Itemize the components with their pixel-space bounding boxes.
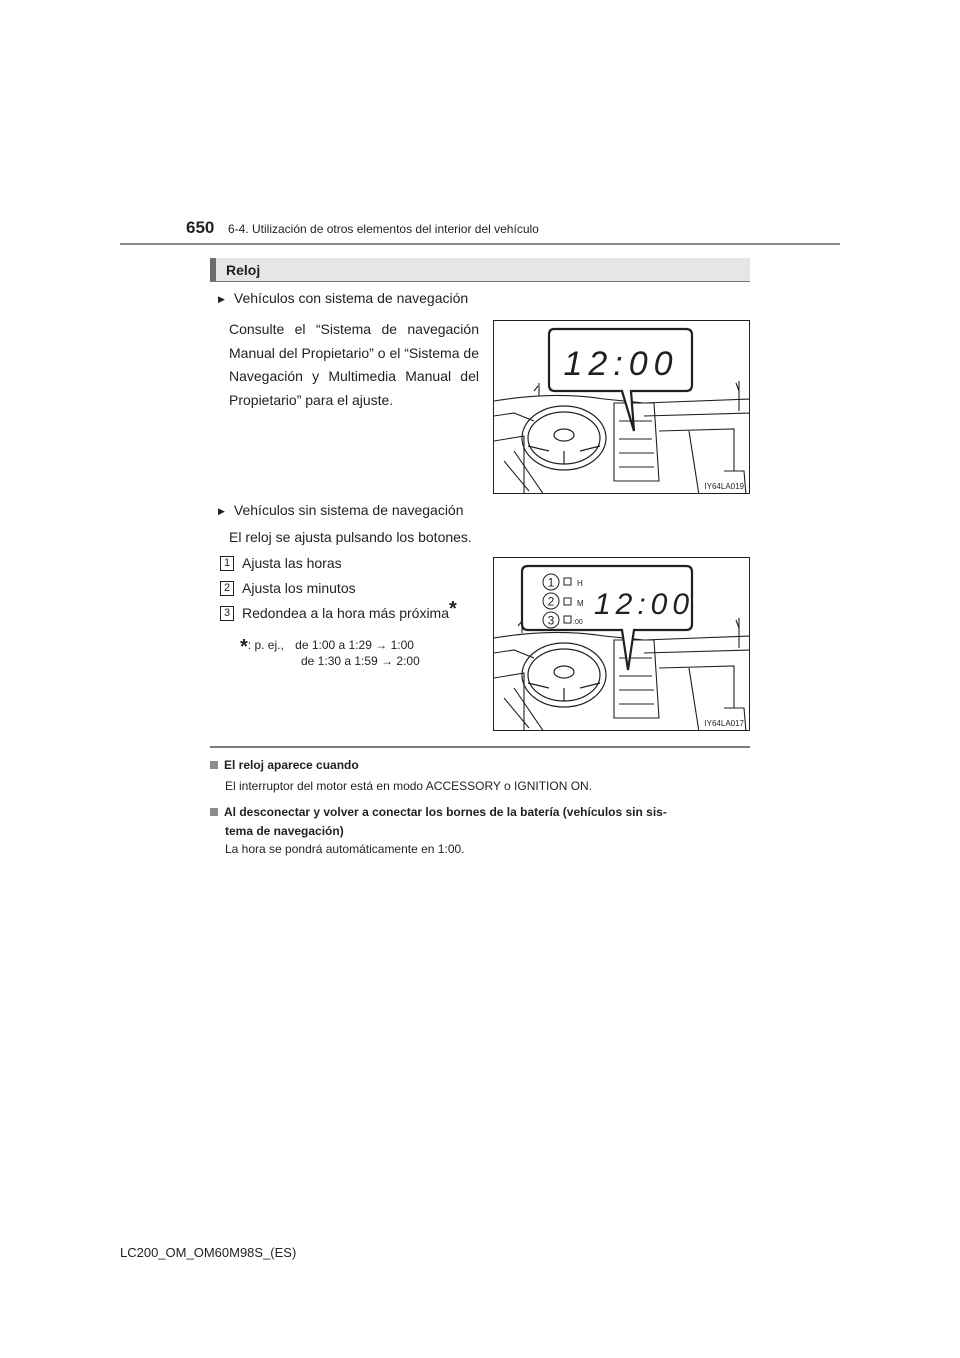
svg-text:M: M xyxy=(577,599,584,608)
non-nav-bullet xyxy=(218,502,464,518)
figure-non-nav-clock xyxy=(493,557,750,731)
square-bullet-icon xyxy=(210,808,218,816)
item-number-badge: 2 xyxy=(220,581,234,596)
note-body: El interruptor del motor está en modo ACCESSORY o IGNITION ON. xyxy=(225,779,593,793)
note-title: Al desconectar y volver a conectar los bornes de la batería (vehículos sin sis- tema de navegación) xyxy=(210,803,750,841)
footnote-line-1: de 1:00 a 1:29 → 1:00 xyxy=(295,638,414,652)
steering-wheel-icon xyxy=(522,643,606,707)
heading-accent xyxy=(210,258,216,281)
document-id: LC200_OM_OM60M98S_(ES) xyxy=(120,1245,297,1260)
nav-paragraph: Consulte el “Sistema de navegación Manual del Propietario” o el “Sistema de Navegación y Multimedia Manual del Propietario” para el ajuste. xyxy=(229,321,479,408)
square-bullet-icon xyxy=(210,761,218,769)
footnote xyxy=(240,632,414,658)
svg-text:12:00: 12:00 xyxy=(563,345,679,383)
note-title: El reloj aparece cuando xyxy=(210,756,750,775)
triangle-bullet-icon: ▶ xyxy=(218,506,225,516)
non-nav-bullet-text: Vehículos sin sistema de navegación xyxy=(233,502,464,518)
header-rule xyxy=(120,243,840,245)
nav-bullet-text: Vehículos con sistema de navegación xyxy=(233,290,469,306)
svg-text:3: 3 xyxy=(547,613,555,628)
footnote-line-2: de 1:30 a 1:59 → 2:00 xyxy=(301,654,420,668)
figure-nav-clock xyxy=(493,320,750,494)
svg-text::00: :00 xyxy=(573,619,583,626)
note-body: La hora se pondrá automáticamente en 1:00. xyxy=(225,842,465,856)
footnote-prefix: : p. ej., xyxy=(247,638,284,652)
nav-bullet xyxy=(218,290,468,306)
section-heading xyxy=(210,258,750,282)
item-text: Redondea a la hora más próxima* xyxy=(242,598,457,621)
footnote-marker: * xyxy=(449,598,457,621)
steering-wheel-icon xyxy=(522,406,606,470)
item-number-badge: 3 xyxy=(220,606,234,621)
section-title: 6-4. Utilización de otros elementos del interior del vehículo xyxy=(228,222,539,236)
svg-text:IY64LA019: IY64LA019 xyxy=(704,482,744,491)
svg-text:1: 1 xyxy=(547,575,555,590)
svg-text:IY64LA017: IY64LA017 xyxy=(704,719,744,728)
svg-text:2: 2 xyxy=(547,594,555,609)
svg-text:12:00: 12:00 xyxy=(593,588,695,621)
heading-label: Reloj xyxy=(226,262,261,278)
item-text: Ajusta los minutos xyxy=(242,580,356,596)
section-divider xyxy=(210,746,750,748)
item-text: Ajusta las horas xyxy=(242,555,342,571)
triangle-bullet-icon: ▶ xyxy=(218,294,225,304)
item-number-badge: 1 xyxy=(220,556,234,571)
svg-text:H: H xyxy=(577,579,583,588)
page-number: 650 xyxy=(186,218,215,237)
non-nav-intro: El reloj se ajusta pulsando los botones. xyxy=(229,529,472,545)
footnote-star: * xyxy=(240,636,248,658)
